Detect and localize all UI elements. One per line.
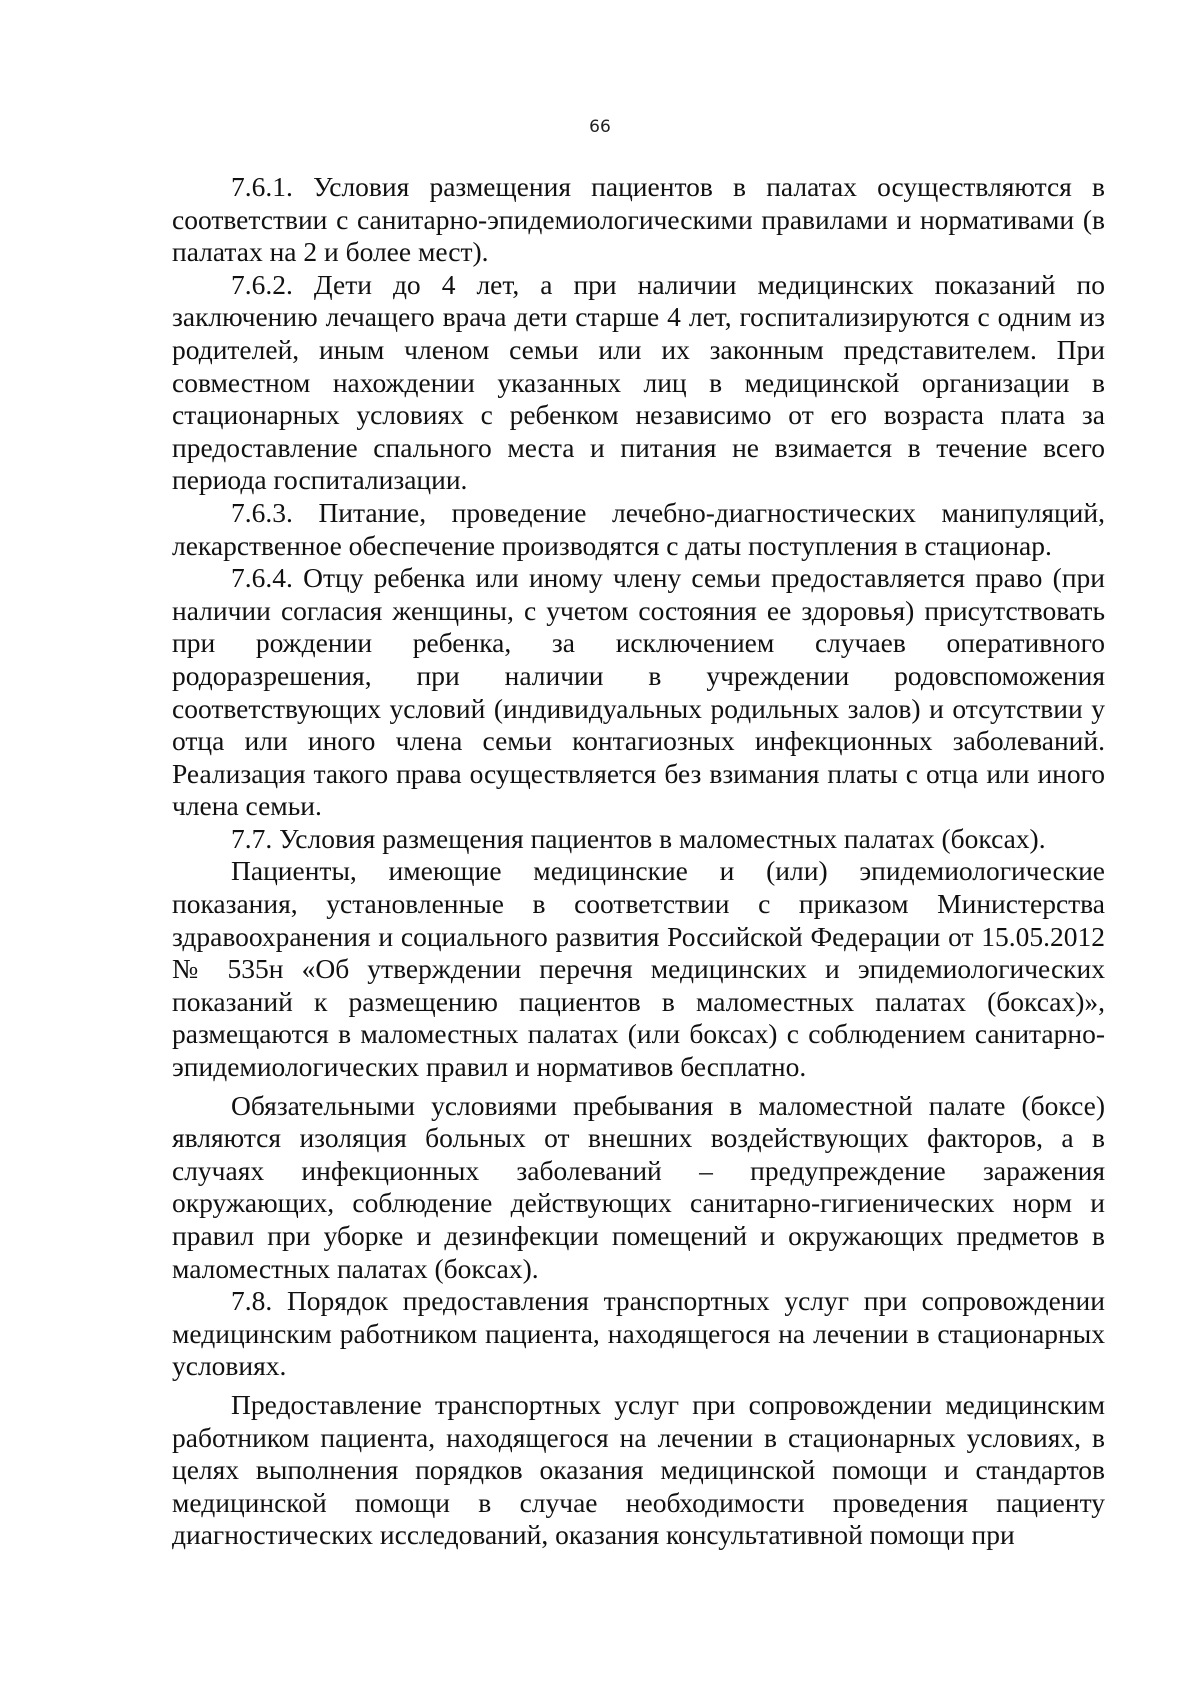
page-number: 66 [589, 117, 611, 137]
document-body [172, 171, 1105, 1552]
paragraph-7-7-patients: Пациенты, имеющие медицинские и (или) эпидемиологические показания, установленные в соответствии с приказом Министерства здравоохранения и социального развития Российской Федерации от 15.05.2012 № 535н «Об утверждении перечня медицинских и эпидемиологических показаний к размещению пациентов в маломестных палатах (боксах)», размещаются в маломестных палатах (или боксах) с соблюдением санитарно-эпидемиологических правил и нормативов бесплатно. [172, 855, 1105, 1083]
paragraph-7-6-2: 7.6.2. Дети до 4 лет, а при наличии медицинских показаний по заключению лечащего врача дети старше 4 лет, госпитализируются с одним из родителей, иным членом семьи или их законным представителем. При совместном нахождении указанных лиц в медицинской организации в стационарных условиях с ребенком независимо от его возраста плата за предоставление спального места и питания не взимается в течение всего периода госпитализации. [172, 268, 1105, 496]
paragraph-7-7-conditions: Обязательными условиями пребывания в маломестной палате (боксе) являются изоляция больных от внешних воздействующих факторов, а в случаях инфекционных заболеваний – предупреждение заражения окружающих, соблюдение действующих санитарно-гигиенических норм и правил при уборке и дезинфекции помещений и окружающих предметов в маломестных палатах (боксах). [172, 1089, 1105, 1284]
paragraph-7-6-1: 7.6.1. Условия размещения пациентов в палатах осуществляются в соответствии с санитарно-эпидемиологическими правилами и нормативами (в палатах на 2 и более мест). [172, 171, 1105, 268]
paragraph-7-6-4: 7.6.4. Отцу ребенка или иному члену семьи предоставляется право (при наличии согласия женщины, с учетом состояния ее здоровья) присутствовать при рождении ребенка, за исключением случаев оперативного родоразрешения, при наличии в учреждении родовспоможения соответствующих условий (индивидуальных родильных залов) и отсутствии у отца или иного члена семьи контагиозных инфекционных заболеваний. Реализация такого права осуществляется без взимания платы с отца или иного члена семьи. [172, 562, 1105, 822]
paragraph-7-8-heading: 7.8. Порядок предоставления транспортных услуг при сопровождении медицинским работником пациента, находящегося на лечении в стационарных условиях. [172, 1285, 1105, 1382]
paragraph-7-8-transport: Предоставление транспортных услуг при сопровождении медицинским работником пациента, находящегося на лечении в стационарных условиях, в целях выполнения порядков оказания медицинской помощи и стандартов медицинской помощи в случае необходимости проведения пациенту диагностических исследований, оказания консультативной помощи при [172, 1388, 1105, 1551]
paragraph-7-7-heading: 7.7. Условия размещения пациентов в маломестных палатах (боксах). [231, 822, 1046, 854]
paragraph-7-6-3: 7.6.3. Питание, проведение лечебно-диагностических манипуляций, лекарственное обеспечение производятся с даты поступления в стационар. [172, 496, 1105, 561]
